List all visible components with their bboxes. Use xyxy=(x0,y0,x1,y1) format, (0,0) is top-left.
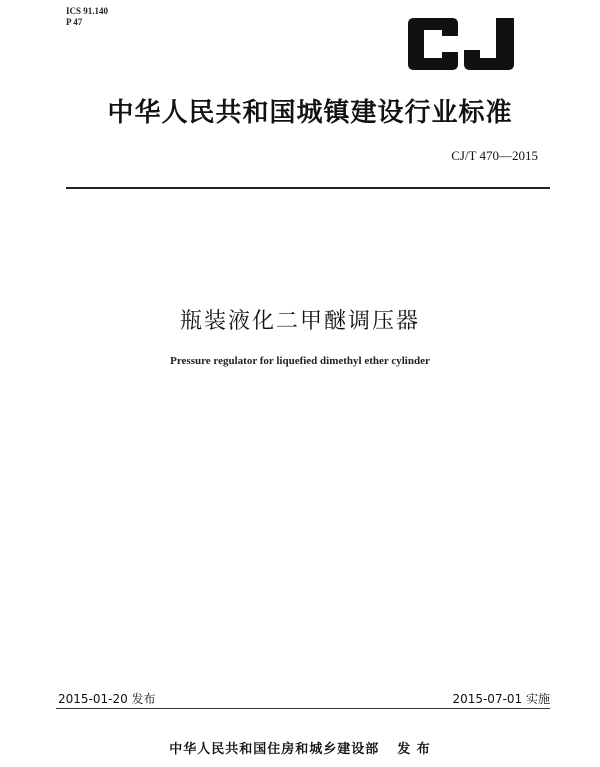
standard-title-chinese: 瓶装液化二甲醚调压器 xyxy=(179,309,420,334)
ics-code: ICS 91.140 xyxy=(66,6,109,16)
publisher-name: 中华人民共和国住房和城乡建设部 xyxy=(169,742,380,757)
publish-label: 发 布 xyxy=(397,742,431,757)
classification-codes xyxy=(66,6,108,28)
standard-title-english: Pressure regulator for liquefied dimethyl ether cylinder xyxy=(170,355,430,367)
cj-logo xyxy=(404,16,520,72)
logo-letter-c xyxy=(408,18,458,70)
logo-letter-j xyxy=(464,18,514,70)
standard-number: CJ/T 470—2015 xyxy=(451,148,538,163)
footer-divider xyxy=(56,708,550,709)
issue-date: 2015-01-20 发布 xyxy=(58,692,156,706)
implementation-date: 2015-07-01 实施 xyxy=(452,692,550,706)
header-divider xyxy=(66,187,550,189)
issuing-sector-title: 中华人民共和国城镇建设行业标准 xyxy=(107,98,513,128)
publisher-line xyxy=(0,738,600,757)
ccs-code: P 47 xyxy=(66,17,83,27)
